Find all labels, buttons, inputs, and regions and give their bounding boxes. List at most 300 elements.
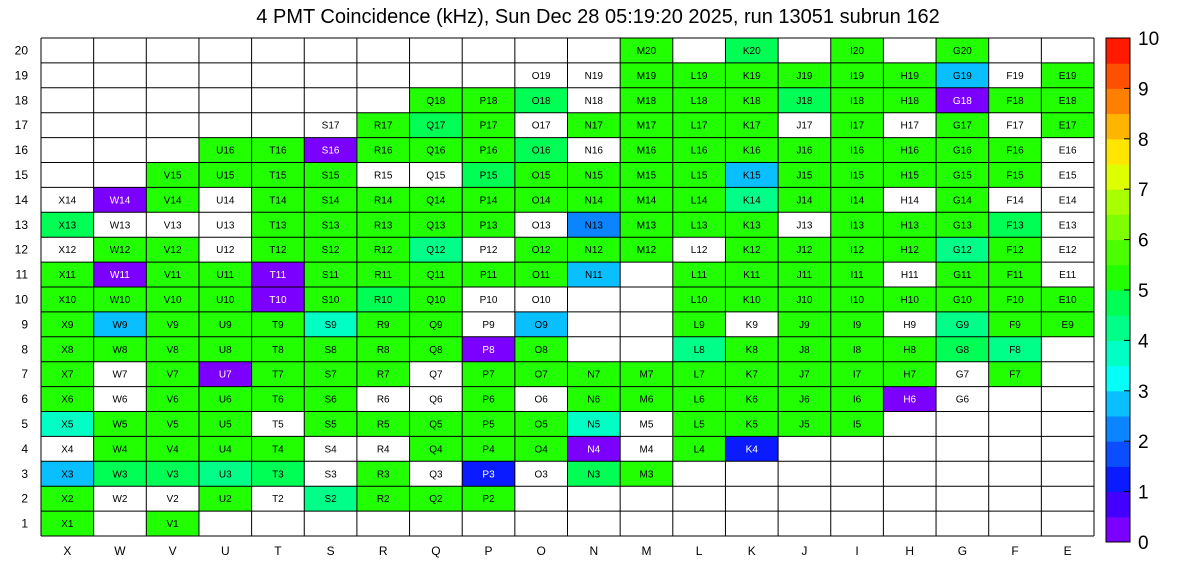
- colorbar-tick-label: 8: [1138, 129, 1149, 151]
- y-tick-label: 7: [21, 367, 28, 382]
- cell-label: K15: [742, 170, 761, 182]
- cell-label: S15: [321, 170, 340, 182]
- cell-label: L13: [690, 220, 708, 232]
- cell-label: K14: [742, 195, 761, 207]
- cell-label: E19: [1058, 70, 1077, 82]
- cell-label: X11: [58, 270, 76, 282]
- cell-label: J13: [796, 220, 813, 232]
- cell-label: Q18: [426, 95, 446, 107]
- cell-label: V15: [163, 170, 182, 182]
- x-tick-label: S: [326, 544, 335, 558]
- cell-label: K11: [743, 270, 761, 282]
- cell-label: M6: [639, 394, 654, 406]
- cell-label: R11: [374, 270, 393, 282]
- cell-label: I20: [850, 45, 865, 57]
- cell-label: E12: [1058, 245, 1077, 257]
- cell-label: O16: [531, 145, 551, 157]
- colorbar-segment: [1106, 164, 1130, 190]
- cell-label: T10: [269, 294, 287, 306]
- cell-label: T15: [269, 170, 287, 182]
- y-tick-label: 2: [21, 491, 28, 506]
- cell-label: F9: [1009, 319, 1021, 331]
- cell-label: N19: [584, 70, 604, 82]
- cell-label: V11: [164, 270, 182, 282]
- cell-label: T12: [269, 245, 287, 257]
- cell-label: R13: [374, 220, 393, 232]
- cell-label: S7: [324, 369, 337, 381]
- cell-label: K16: [742, 145, 761, 157]
- x-tick-label: F: [1011, 544, 1019, 558]
- cell-label: J8: [799, 344, 810, 356]
- cell-label: P14: [479, 195, 498, 207]
- cell-label: S17: [321, 120, 340, 132]
- cell-label: J15: [796, 170, 813, 182]
- cell-label: K6: [745, 394, 758, 406]
- cell-label: I19: [850, 70, 865, 82]
- cell-label: X13: [58, 220, 77, 232]
- colorbar-tick-label: 9: [1138, 79, 1149, 101]
- cell-label: V14: [163, 195, 182, 207]
- cell-label: R15: [374, 170, 393, 182]
- cell-label: M20: [636, 45, 657, 57]
- cell-label: I12: [850, 245, 865, 257]
- cell-label: T2: [272, 494, 284, 506]
- cell-label: R14: [374, 195, 393, 207]
- colorbar-tick-label: 4: [1138, 331, 1149, 353]
- cell-label: G8: [955, 344, 970, 356]
- cell-label: H19: [900, 70, 919, 82]
- cell-label: K20: [742, 45, 761, 57]
- y-tick-label: 9: [21, 317, 28, 332]
- cell-label: L5: [693, 419, 705, 431]
- cell-label: X5: [61, 419, 74, 431]
- cell-label: P17: [479, 120, 498, 132]
- cell-label: X14: [58, 195, 77, 207]
- cell-label: Q8: [429, 344, 443, 356]
- cell-label: T4: [272, 444, 284, 456]
- cell-label: X6: [61, 394, 74, 406]
- cell-label: R6: [376, 394, 390, 406]
- cell-label: M14: [636, 195, 657, 207]
- cell-label: F11: [1006, 270, 1024, 282]
- cell-label: R9: [376, 319, 390, 331]
- cell-label: E16: [1058, 145, 1077, 157]
- colorbar-segment: [1106, 189, 1130, 215]
- x-tick-label: X: [63, 544, 72, 558]
- cell-label: V3: [166, 469, 179, 481]
- cell-label: I18: [850, 95, 865, 107]
- y-tick-label: 4: [21, 441, 28, 456]
- cell-label: N3: [587, 469, 601, 481]
- cell-label: F14: [1006, 195, 1024, 207]
- x-tick-label: P: [484, 544, 493, 558]
- cell-label: S8: [324, 344, 337, 356]
- cell-label: X7: [61, 369, 74, 381]
- cell-label: V9: [166, 319, 179, 331]
- colorbar-segment: [1106, 290, 1130, 316]
- cell-label: W6: [112, 394, 128, 406]
- x-tick-label: Q: [431, 544, 441, 558]
- cell-label: H13: [900, 220, 919, 232]
- y-tick-label: 11: [15, 267, 28, 282]
- cell-label: G6: [955, 394, 970, 406]
- cell-label: S5: [324, 419, 337, 431]
- cell-label: I15: [850, 170, 865, 182]
- cell-label: K18: [742, 95, 761, 107]
- x-tick-label: T: [274, 544, 282, 558]
- cell-label: H18: [900, 95, 919, 107]
- cell-label: V2: [166, 494, 179, 506]
- colorbar-segment: [1106, 391, 1130, 417]
- cell-label: H10: [900, 294, 919, 306]
- cell-label: W11: [110, 270, 130, 282]
- cell-label: I7: [852, 369, 862, 381]
- cell-label: H15: [900, 170, 919, 182]
- cell-label: L12: [690, 245, 708, 257]
- cell-label: L9: [693, 319, 705, 331]
- cell-label: M15: [636, 170, 657, 182]
- cell-label: U16: [216, 145, 235, 157]
- cell-label: K19: [742, 70, 761, 82]
- cell-label: L17: [690, 120, 708, 132]
- cell-label: P3: [482, 469, 495, 481]
- cell-label: W13: [109, 220, 131, 232]
- cell-label: W4: [112, 444, 128, 456]
- colorbar-tick-label: 2: [1138, 432, 1149, 454]
- x-tick-label: L: [695, 544, 703, 558]
- cell-label: W7: [112, 369, 128, 381]
- cell-label: O3: [534, 469, 548, 481]
- cell-label: M5: [639, 419, 654, 431]
- cell-label: S14: [321, 195, 340, 207]
- cell-label: G11: [953, 270, 972, 282]
- cell-label: N11: [585, 270, 603, 282]
- cell-label: G9: [955, 319, 970, 331]
- cell-label: G13: [952, 220, 972, 232]
- cell-label: Q11: [426, 270, 445, 282]
- cell-label: R7: [376, 369, 390, 381]
- colorbar-tick-label: 3: [1138, 381, 1149, 403]
- cell-label: K12: [742, 245, 761, 257]
- cell-label: S3: [324, 469, 337, 481]
- y-tick-label: 12: [14, 242, 28, 257]
- cell-label: P8: [482, 344, 495, 356]
- cell-label: I16: [850, 145, 865, 157]
- cell-label: J12: [796, 245, 813, 257]
- cell-label: L15: [690, 170, 708, 182]
- cell-label: G12: [952, 245, 972, 257]
- cell-label: H6: [903, 394, 917, 406]
- cell-label: G16: [952, 145, 972, 157]
- cell-label: N18: [584, 95, 604, 107]
- cell-label: K13: [742, 220, 761, 232]
- cell-label: W8: [112, 344, 128, 356]
- cell-label: G19: [952, 70, 972, 82]
- cell-label: U4: [218, 444, 232, 456]
- cell-label: P9: [482, 319, 495, 331]
- cell-label: W12: [109, 245, 131, 257]
- cell-label: V10: [163, 294, 182, 306]
- cell-label: N4: [587, 444, 601, 456]
- cell-label: F8: [1009, 344, 1021, 356]
- cell-label: U13: [216, 220, 235, 232]
- cell-label: E15: [1058, 170, 1077, 182]
- cell-label: W3: [112, 469, 128, 481]
- cell-label: R4: [376, 444, 390, 456]
- cell-label: S6: [324, 394, 337, 406]
- cell-label: O15: [531, 170, 551, 182]
- colorbar-segment: [1106, 240, 1130, 266]
- cell-label: P2: [482, 494, 495, 506]
- cell-label: J6: [799, 394, 810, 406]
- y-tick-label: 8: [21, 342, 28, 357]
- cell-label: N7: [587, 369, 601, 381]
- cell-label: X8: [61, 344, 74, 356]
- cell-label: N14: [584, 195, 604, 207]
- cell-label: U3: [218, 469, 232, 481]
- cell-label: R5: [376, 419, 390, 431]
- cell-label: M12: [636, 245, 657, 257]
- cell-label: E14: [1058, 195, 1077, 207]
- cell-label: Q6: [429, 394, 443, 406]
- cell-label: J7: [799, 369, 810, 381]
- cell-label: M16: [636, 145, 657, 157]
- cell-label: O9: [534, 319, 548, 331]
- cell-label: L7: [693, 369, 705, 381]
- cell-label: T5: [272, 419, 284, 431]
- colorbar-segment: [1106, 214, 1130, 240]
- cell-label: M17: [636, 120, 657, 132]
- cell-label: J5: [799, 419, 810, 431]
- colorbar-tick-label: 10: [1138, 29, 1160, 50]
- cell-label: H7: [903, 369, 917, 381]
- colorbar-segment: [1106, 366, 1130, 392]
- cell-label: U7: [218, 369, 232, 381]
- cell-label: K8: [745, 344, 758, 356]
- y-tick-label: 20: [14, 43, 28, 58]
- x-tick-label: E: [1063, 544, 1072, 558]
- cell-label: J9: [799, 319, 810, 331]
- cell-label: R8: [376, 344, 390, 356]
- x-tick-label: W: [114, 544, 126, 558]
- colorbar-segment: [1106, 315, 1130, 341]
- cell-label: F7: [1009, 369, 1021, 381]
- cell-label: J14: [796, 195, 813, 207]
- cell-label: O17: [531, 120, 551, 132]
- cell-label: F12: [1006, 245, 1024, 257]
- cell-label: S10: [321, 294, 340, 306]
- x-tick-label: U: [220, 544, 230, 558]
- cell-label: S11: [322, 270, 340, 282]
- cell-label: L10: [690, 294, 708, 306]
- cell-label: V4: [166, 444, 179, 456]
- cell-label: M7: [639, 369, 654, 381]
- y-tick-label: 19: [14, 68, 28, 83]
- y-tick-label: 3: [21, 466, 28, 481]
- cell-label: F13: [1006, 220, 1024, 232]
- cell-label: K7: [745, 369, 758, 381]
- cell-label: Q5: [429, 419, 443, 431]
- cell-label: E11: [1059, 270, 1077, 282]
- cell-label: T6: [272, 394, 284, 406]
- cell-label: J16: [796, 145, 813, 157]
- cell-label: U9: [218, 319, 232, 331]
- cell-label: M4: [639, 444, 654, 456]
- colorbar-segment: [1106, 38, 1130, 64]
- cell-label: G18: [952, 95, 972, 107]
- cell-label: J17: [796, 120, 813, 132]
- cell-label: V12: [163, 245, 182, 257]
- cell-label: O11: [532, 270, 551, 282]
- cell-label: Q4: [429, 444, 443, 456]
- y-tick-label: 17: [14, 118, 28, 133]
- x-tick-label: J: [801, 544, 808, 558]
- cell-label: J10: [796, 294, 813, 306]
- cell-label: W10: [109, 294, 131, 306]
- cell-label: N5: [587, 419, 601, 431]
- cell-label: P10: [479, 294, 498, 306]
- cell-label: H12: [900, 245, 919, 257]
- cell-label: M19: [636, 70, 657, 82]
- cell-label: F18: [1006, 95, 1024, 107]
- cell-label: I9: [852, 319, 862, 331]
- cell-label: T9: [272, 319, 284, 331]
- cell-label: M13: [636, 220, 657, 232]
- cell-label: K10: [742, 294, 761, 306]
- cell-label: H17: [900, 120, 919, 132]
- colorbar-segment: [1106, 139, 1130, 165]
- cell-label: O10: [531, 294, 551, 306]
- x-tick-label: V: [168, 544, 177, 558]
- x-tick-label: R: [378, 544, 388, 558]
- colorbar-tick-label: 1: [1138, 482, 1149, 504]
- cell-label: N15: [584, 170, 604, 182]
- cell-label: S4: [324, 444, 337, 456]
- cell-label: G15: [952, 170, 972, 182]
- cell-label: K9: [745, 319, 758, 331]
- cell-label: S12: [321, 245, 340, 257]
- cell-label: T8: [272, 344, 284, 356]
- y-tick-label: 1: [21, 516, 28, 531]
- cell-label: X9: [61, 319, 74, 331]
- cell-label: W2: [112, 494, 128, 506]
- cell-label: Q16: [426, 145, 446, 157]
- cell-label: I5: [852, 419, 862, 431]
- cell-label: I11: [850, 270, 864, 282]
- cell-label: T16: [269, 145, 287, 157]
- cell-label: O8: [534, 344, 548, 356]
- cell-label: Q7: [429, 369, 443, 381]
- cell-label: L18: [690, 95, 708, 107]
- x-tick-label: G: [957, 544, 968, 558]
- colorbar-segment: [1106, 114, 1130, 140]
- x-tick-label: H: [905, 544, 915, 558]
- cell-label: P4: [482, 444, 495, 456]
- cell-label: X12: [58, 245, 77, 257]
- cell-label: S9: [324, 319, 337, 331]
- cell-label: U11: [216, 270, 235, 282]
- cell-label: S2: [324, 494, 337, 506]
- cell-label: V8: [166, 344, 179, 356]
- colorbar-tick-label: 0: [1138, 533, 1149, 554]
- cell-label: V5: [166, 419, 179, 431]
- cell-label: U14: [216, 195, 235, 207]
- cell-label: T11: [269, 270, 287, 282]
- cell-label: O19: [531, 70, 551, 82]
- cell-label: P11: [479, 270, 498, 282]
- cell-label: X3: [61, 469, 74, 481]
- cell-label: M18: [636, 95, 657, 107]
- cell-label: E17: [1058, 120, 1077, 132]
- cell-label: Q10: [426, 294, 446, 306]
- y-tick-label: 10: [14, 292, 28, 307]
- x-tick-label: O: [536, 544, 546, 558]
- cell-label: Q12: [426, 245, 446, 257]
- cell-label: N16: [584, 145, 604, 157]
- cell-label: G20: [952, 45, 972, 57]
- cell-label: U12: [216, 245, 235, 257]
- cell-label: S16: [321, 145, 340, 157]
- cell-label: J11: [796, 270, 813, 282]
- cell-label: E18: [1058, 95, 1077, 107]
- cell-label: T3: [272, 469, 284, 481]
- cell-label: F19: [1006, 70, 1024, 82]
- cell-label: P6: [482, 394, 495, 406]
- colorbar-segment: [1106, 265, 1130, 291]
- cell-label: R10: [374, 294, 393, 306]
- cell-label: L4: [693, 444, 705, 456]
- cell-label: V1: [166, 519, 179, 531]
- x-tick-label: N: [589, 544, 599, 558]
- cell-label: Q2: [429, 494, 443, 506]
- cell-label: N6: [587, 394, 601, 406]
- x-tick-label: M: [641, 544, 652, 558]
- cell-label: L19: [690, 70, 708, 82]
- cell-label: W5: [112, 419, 128, 431]
- cell-label: I13: [850, 220, 865, 232]
- cell-label: H14: [900, 195, 919, 207]
- cell-label: P16: [479, 145, 498, 157]
- cell-label: G10: [952, 294, 972, 306]
- cell-label: H9: [903, 319, 917, 331]
- cell-label: O13: [531, 220, 551, 232]
- cell-label: U15: [216, 170, 235, 182]
- cell-label: P5: [482, 419, 495, 431]
- cell-label: T14: [269, 195, 287, 207]
- cell-label: P15: [479, 170, 498, 182]
- cell-label: T13: [269, 220, 287, 232]
- chart-title: 4 PMT Coincidence (kHz), Sun Dec 28 05:19:20 2025, run 13051 subrun 162: [256, 6, 940, 28]
- cell-label: H16: [900, 145, 919, 157]
- colorbar-tick-label: 6: [1138, 230, 1149, 252]
- cell-label: V7: [166, 369, 179, 381]
- cell-label: W9: [112, 319, 128, 331]
- cell-label: P7: [482, 369, 495, 381]
- cell-label: O7: [534, 369, 548, 381]
- cell-label: R17: [374, 120, 393, 132]
- cell-label: O5: [534, 419, 548, 431]
- cell-label: O6: [534, 394, 548, 406]
- cell-label: F15: [1006, 170, 1024, 182]
- cell-label: H11: [900, 270, 919, 282]
- cell-label: U8: [218, 344, 232, 356]
- cell-label: O12: [531, 245, 551, 257]
- y-tick-label: 5: [21, 416, 28, 431]
- colorbar-segment: [1106, 517, 1130, 543]
- cell-label: K4: [745, 444, 758, 456]
- colorbar-segment: [1106, 441, 1130, 467]
- cell-label: V6: [166, 394, 179, 406]
